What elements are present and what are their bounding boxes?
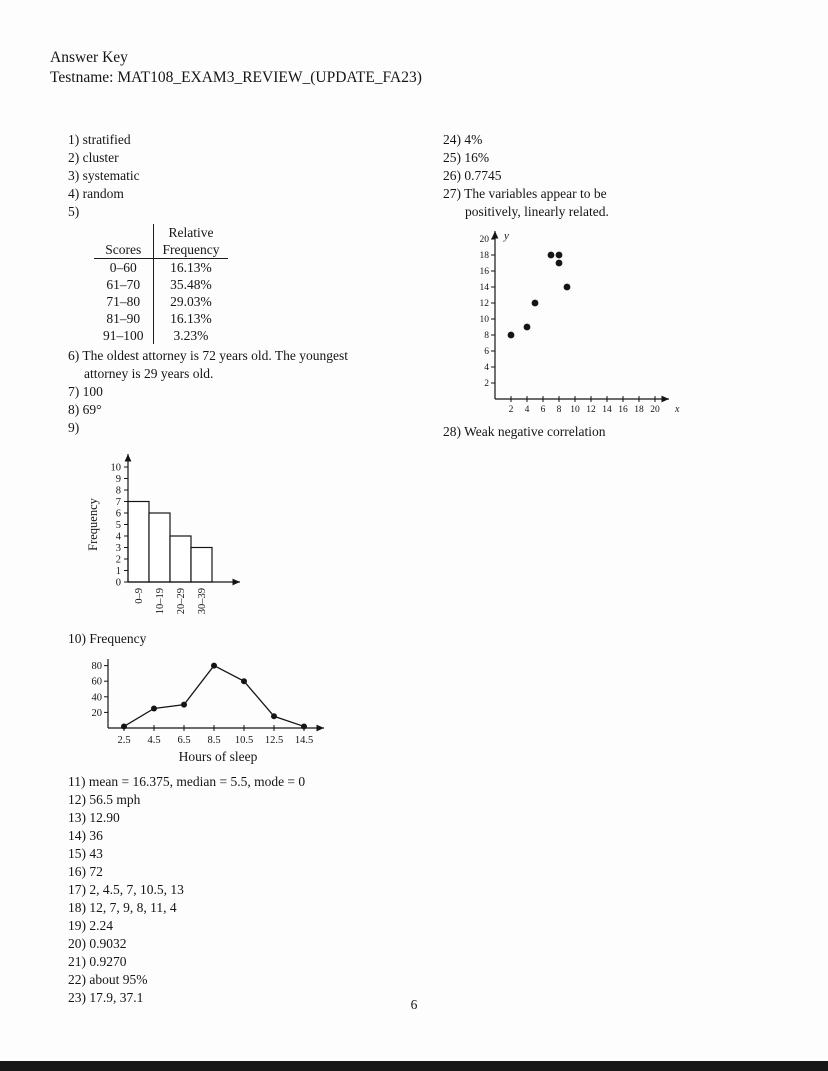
table-header-row	[94, 224, 228, 259]
answer-27: 27) The variables appear to be	[443, 186, 607, 201]
svg-text:10.5: 10.5	[234, 735, 254, 746]
svg-text:0–9: 0–9	[134, 588, 145, 604]
answer-8: 8) 69°	[68, 402, 102, 417]
svg-text:14: 14	[479, 283, 489, 293]
answer-9: 9)	[68, 420, 80, 435]
histogram-figure	[84, 442, 440, 628]
svg-text:12: 12	[586, 405, 596, 415]
testname: Testname: MAT108_EXAM3_REVIEW_(UPDATE_FA23)	[50, 69, 422, 86]
svg-text:40: 40	[91, 692, 102, 704]
answer-16: 16) 72	[68, 864, 103, 879]
answer-22: 22) about 95%	[68, 972, 148, 987]
answer-6: 6) The oldest attorney is 72 years old. The youngest	[68, 348, 348, 363]
answer-25: 25) 16%	[443, 150, 490, 165]
svg-text:60: 60	[91, 676, 102, 688]
svg-text:8: 8	[484, 331, 489, 341]
answer-26: 26) 0.7745	[443, 168, 502, 183]
svg-text:3: 3	[115, 543, 121, 554]
svg-text:9: 9	[115, 474, 121, 485]
answer-20: 20) 0.9032	[68, 936, 127, 951]
table-cell-scores: 61–70	[94, 276, 153, 293]
table-cell-frequency: 16.13%	[170, 260, 212, 275]
answer-3: 3) systematic	[68, 168, 140, 183]
svg-text:10: 10	[110, 462, 121, 474]
svg-text:7: 7	[115, 497, 121, 508]
svg-text:2: 2	[508, 405, 514, 415]
svg-text:12: 12	[479, 299, 489, 309]
svg-text:30–39: 30–39	[197, 588, 208, 615]
svg-text:18: 18	[634, 405, 644, 415]
svg-text:4: 4	[115, 531, 121, 543]
svg-text:8: 8	[556, 405, 562, 415]
answer-10: 10) Frequency	[68, 631, 147, 646]
table-cell-scores: 81–90	[94, 310, 153, 327]
answer-5: 5)	[68, 204, 80, 219]
table-header-frequency: Frequency	[162, 242, 220, 257]
answer-19: 19) 2.24	[68, 918, 113, 933]
answer-24: 24) 4%	[443, 132, 483, 147]
svg-text:6: 6	[540, 405, 546, 415]
table-row	[94, 310, 228, 327]
answer-15: 15) 43	[68, 846, 103, 861]
svg-text:8: 8	[115, 485, 121, 497]
svg-text:6: 6	[484, 347, 489, 357]
svg-text:12.5: 12.5	[264, 735, 284, 746]
answer-27-continued: positively, linearly related.	[465, 204, 609, 219]
table-cell-frequency: 16.13%	[170, 311, 212, 326]
answer-key-title: Answer Key	[50, 49, 128, 66]
table-cell-frequency: 29.03%	[170, 294, 212, 309]
svg-text:4: 4	[484, 363, 489, 373]
table-cell-scores: 91–100	[94, 327, 153, 344]
scatter-plot-figure	[463, 225, 815, 421]
svg-text:2: 2	[484, 379, 489, 389]
table-cell-scores: 0–60	[94, 259, 153, 277]
table-row	[94, 293, 228, 310]
svg-text:14.5: 14.5	[294, 735, 314, 746]
svg-text:10: 10	[479, 315, 489, 325]
svg-text:6: 6	[115, 508, 121, 520]
table-row	[94, 327, 228, 344]
svg-text:20: 20	[650, 405, 660, 415]
svg-text:1: 1	[115, 566, 121, 577]
right-column	[443, 131, 815, 441]
table-cell-frequency: 3.23%	[173, 328, 209, 343]
answer-28: 28) Weak negative correlation	[443, 424, 606, 439]
answer-2: 2) cluster	[68, 150, 119, 165]
table-row	[94, 259, 228, 277]
table-header-relative-frequency	[153, 224, 228, 259]
svg-text:10: 10	[570, 405, 580, 415]
table-header-relative: Relative	[168, 225, 214, 240]
answer-18: 18) 12, 7, 9, 8, 11, 4	[68, 900, 177, 915]
svg-text:20: 20	[479, 235, 489, 245]
svg-text:y: y	[504, 230, 509, 242]
svg-text:4.5: 4.5	[147, 735, 161, 746]
relative-frequency-table	[94, 224, 228, 344]
table-cell-scores: 71–80	[94, 293, 153, 310]
svg-text:8.5: 8.5	[207, 735, 221, 746]
svg-text:80: 80	[91, 661, 102, 673]
table-cell-frequency: 35.48%	[170, 277, 212, 292]
table-row	[94, 276, 228, 293]
svg-text:18: 18	[479, 251, 489, 261]
answer-14: 14) 36	[68, 828, 103, 843]
page-header	[50, 48, 422, 88]
svg-text:0: 0	[115, 577, 121, 589]
answer-12: 12) 56.5 mph	[68, 792, 141, 807]
svg-text:14: 14	[602, 405, 612, 415]
svg-text:16: 16	[479, 267, 489, 277]
answer-21: 21) 0.9270	[68, 954, 127, 969]
svg-text:5: 5	[115, 520, 121, 531]
answer-4: 4) random	[68, 186, 124, 201]
svg-text:2: 2	[115, 554, 121, 566]
svg-text:4: 4	[524, 405, 530, 415]
svg-text:2.5: 2.5	[117, 735, 131, 746]
svg-text:6.5: 6.5	[177, 735, 191, 746]
answer-23: 23) 17.9, 37.1	[68, 990, 144, 1005]
answer-1: 1) stratified	[68, 132, 131, 147]
answer-11: 11) mean = 16.375, median = 5.5, mode = 0	[68, 774, 306, 789]
svg-text:16: 16	[618, 405, 628, 415]
svg-text:20: 20	[91, 707, 102, 719]
frequency-polygon-figure	[68, 650, 440, 748]
answer-7: 7) 100	[68, 384, 103, 399]
answer-6-continued: attorney is 29 years old.	[84, 366, 214, 381]
svg-text:20–29: 20–29	[176, 588, 187, 615]
answer-17: 17) 2, 4.5, 7, 10.5, 13	[68, 882, 184, 897]
page-number: 6	[410, 997, 418, 1012]
svg-text:10–19: 10–19	[155, 588, 166, 615]
svg-text:x: x	[675, 404, 680, 415]
answer-13: 13) 12.90	[68, 810, 120, 825]
hours-of-sleep-label: Hours of sleep	[178, 749, 258, 764]
left-column	[68, 131, 440, 1007]
bottom-scan-edge	[0, 1061, 828, 1071]
table-header-scores: Scores	[94, 224, 153, 259]
svg-text:Frequency: Frequency	[86, 498, 100, 551]
